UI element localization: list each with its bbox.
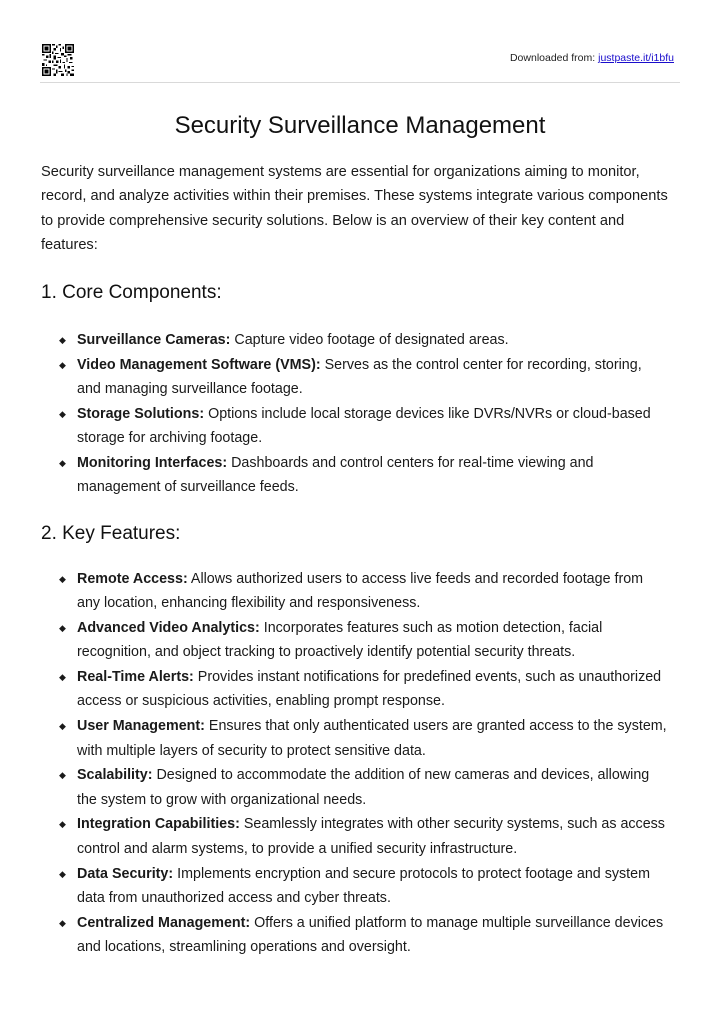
download-prefix: Downloaded from: xyxy=(509,52,596,64)
list-item xyxy=(59,451,669,500)
item-text: Capture video footage of designated areas. xyxy=(234,332,509,348)
section-heading-key-features: 2. Key Features: xyxy=(41,523,181,544)
section-heading-core-components: 1. Core Components: xyxy=(41,282,222,303)
bullet-icon: ◆ xyxy=(59,917,66,928)
item-term: Video Management Software (VMS): xyxy=(77,356,321,373)
bullet-icon: ◆ xyxy=(59,819,66,830)
item-text: Options include local storage devices like DVRs/NVRs or cloud-based storage for archiving footage. xyxy=(77,405,651,447)
item-term: User Management: xyxy=(77,718,205,735)
item-text: Offers a unified platform to manage multiple surveillance devices and locations, streamlining operations and oversight. xyxy=(77,914,664,955)
intro-paragraph: Security surveillance management systems are essential for organizations aiming to monitor, record, and analyze activities within their premises. These systems integrate various components to provide comprehensive security solutions. Below is an overview of their key content and features: xyxy=(41,164,668,254)
bullet-icon: ◆ xyxy=(59,623,66,634)
item-text: Dashboards and control centers for real-time viewing and management of surveillance feeds. xyxy=(77,454,594,496)
item-term: Integration Capabilities: xyxy=(77,816,240,833)
list-item xyxy=(59,763,669,812)
list-item xyxy=(59,812,669,861)
bullet-icon: ◆ xyxy=(59,574,66,584)
list-item xyxy=(59,616,669,665)
item-text: Incorporates features such as motion detection, facial recognition, and object tracking to proactively identify potential security threats. xyxy=(77,620,603,661)
item-term: Remote Access: xyxy=(77,571,188,587)
item-text: Serves as the control center for recording, storing, and managing surveillance footage. xyxy=(77,356,642,398)
bullet-icon: ◆ xyxy=(59,868,66,879)
list-item xyxy=(59,328,669,352)
bullet-icon: ◆ xyxy=(59,721,66,732)
list-item xyxy=(59,402,669,451)
bullet-icon: ◆ xyxy=(59,335,66,345)
qr-code-icon xyxy=(42,44,74,76)
bullet-icon: ◆ xyxy=(59,359,66,370)
core-components-list xyxy=(59,328,669,500)
item-term: Real-Time Alerts: xyxy=(77,669,194,686)
item-text: Allows authorized users to access live feeds and recorded footage from any location, enhancing flexibility and responsiveness. xyxy=(77,571,644,612)
download-source xyxy=(510,52,674,64)
bullet-icon: ◆ xyxy=(59,770,66,781)
bullet-icon: ◆ xyxy=(59,457,66,468)
list-item xyxy=(59,714,669,763)
item-term: Scalability: xyxy=(77,767,153,784)
list-item xyxy=(59,353,669,402)
item-term: Data Security: xyxy=(77,865,174,882)
download-link[interactable]: justpaste.it/i1bfu xyxy=(598,52,674,64)
item-text: Seamlessly integrates with other security systems, such as access control and alarm systems, to provide a unified security infrastructure. xyxy=(77,816,665,857)
item-term: Advanced Video Analytics: xyxy=(77,620,260,637)
key-features-list xyxy=(59,567,669,960)
page-title: Security Surveillance Management xyxy=(174,112,546,139)
item-term: Monitoring Interfaces: xyxy=(77,454,228,471)
item-term: Surveillance Cameras: xyxy=(77,332,231,348)
bullet-icon: ◆ xyxy=(59,408,66,419)
item-term: Storage Solutions: xyxy=(77,405,205,422)
item-text: Implements encryption and secure protocols to protect footage and system data from unauthorized access and cyber threats. xyxy=(77,865,650,906)
item-text: Ensures that only authenticated users are granted access to the system, with multiple layers of security to protect sensitive data. xyxy=(77,718,667,759)
bullet-icon: ◆ xyxy=(59,672,66,683)
list-item xyxy=(59,567,669,616)
list-item xyxy=(59,665,669,714)
list-item xyxy=(59,862,669,911)
item-term: Centralized Management: xyxy=(77,914,251,931)
item-text: Provides instant notifications for predefined events, such as unauthorized access or suspicious activities, enabling prompt response. xyxy=(77,669,662,710)
page-header xyxy=(40,44,680,83)
item-text: Designed to accommodate the addition of new cameras and devices, allowing the system to grow with organizational needs. xyxy=(77,767,650,808)
list-item xyxy=(59,911,669,960)
